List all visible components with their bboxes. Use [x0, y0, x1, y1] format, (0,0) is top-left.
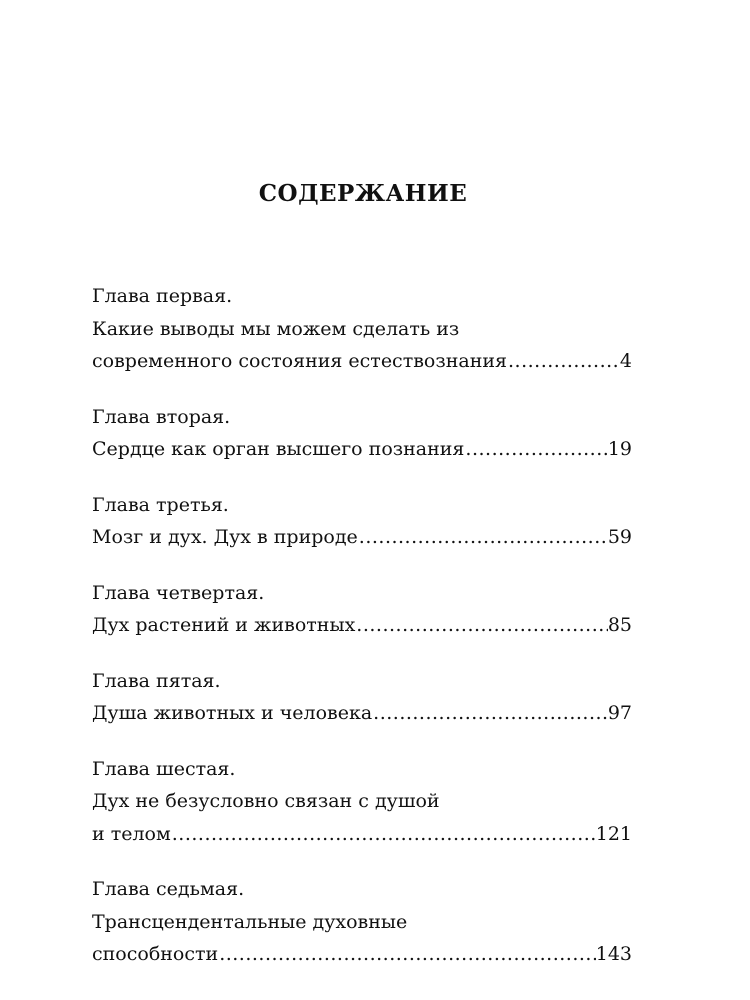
chapter-title-last-line	[92, 433, 632, 466]
chapter-title-text: современного состояния естествознания	[92, 350, 508, 372]
chapter-title-line: Дух не безусловно связан с душой	[92, 790, 440, 812]
chapter-title-text: и телом	[92, 822, 171, 845]
dot-leader	[218, 938, 596, 971]
page-number: 4	[619, 350, 632, 372]
chapter-title-last-line	[92, 938, 632, 971]
chapter-title-text: Дух растений и животных	[92, 614, 356, 636]
dot-leader	[372, 697, 608, 730]
page-number: 19	[607, 438, 632, 460]
dot-leader	[171, 818, 596, 851]
dot-leader	[358, 521, 608, 554]
toc-entry-7	[92, 873, 632, 971]
page-title: СОДЕРЖАНИЕ	[258, 180, 468, 207]
chapter-title-line: Трансцендентальные духовные	[92, 910, 408, 933]
chapter-title-last-line	[92, 609, 632, 642]
chapter-title-text: Сердце как орган высшего познания	[92, 438, 465, 460]
chapter-title-line: Какие выводы мы можем сделать из	[92, 317, 460, 340]
toc-entry-2	[92, 401, 632, 466]
toc-entry-6	[92, 753, 632, 851]
chapter-title-last-line	[92, 521, 632, 554]
chapter-title-last-line	[92, 697, 632, 730]
chapter-heading: Глава вторая.	[92, 405, 231, 428]
table-of-contents	[92, 280, 632, 994]
dot-leader	[507, 345, 620, 378]
chapter-heading: Глава первая.	[92, 285, 233, 307]
page-number: 97	[607, 702, 632, 724]
page-number: 121	[595, 822, 632, 845]
dot-leader	[355, 609, 608, 642]
chapter-heading: Глава седьмая.	[92, 878, 245, 900]
page-number: 59	[607, 526, 632, 548]
toc-entry-1	[92, 280, 632, 378]
chapter-heading: Глава пятая.	[92, 669, 221, 692]
toc-entry-4	[92, 577, 632, 642]
chapter-title-text: способности	[92, 943, 219, 965]
chapter-title-text: Душа животных и человека	[92, 702, 373, 724]
chapter-heading: Глава четвертая.	[92, 581, 265, 604]
chapter-title-last-line	[92, 818, 632, 851]
chapter-heading: Глава шестая.	[92, 757, 236, 780]
chapter-title-text: Мозг и дух. Дух в природе	[92, 526, 358, 548]
toc-entry-3	[92, 489, 632, 554]
page-number: 85	[607, 614, 632, 636]
chapter-heading: Глава третья.	[92, 493, 229, 516]
toc-entry-5	[92, 665, 632, 730]
dot-leader	[464, 433, 607, 466]
chapter-title-last-line	[92, 345, 632, 378]
page-number: 143	[595, 943, 632, 965]
